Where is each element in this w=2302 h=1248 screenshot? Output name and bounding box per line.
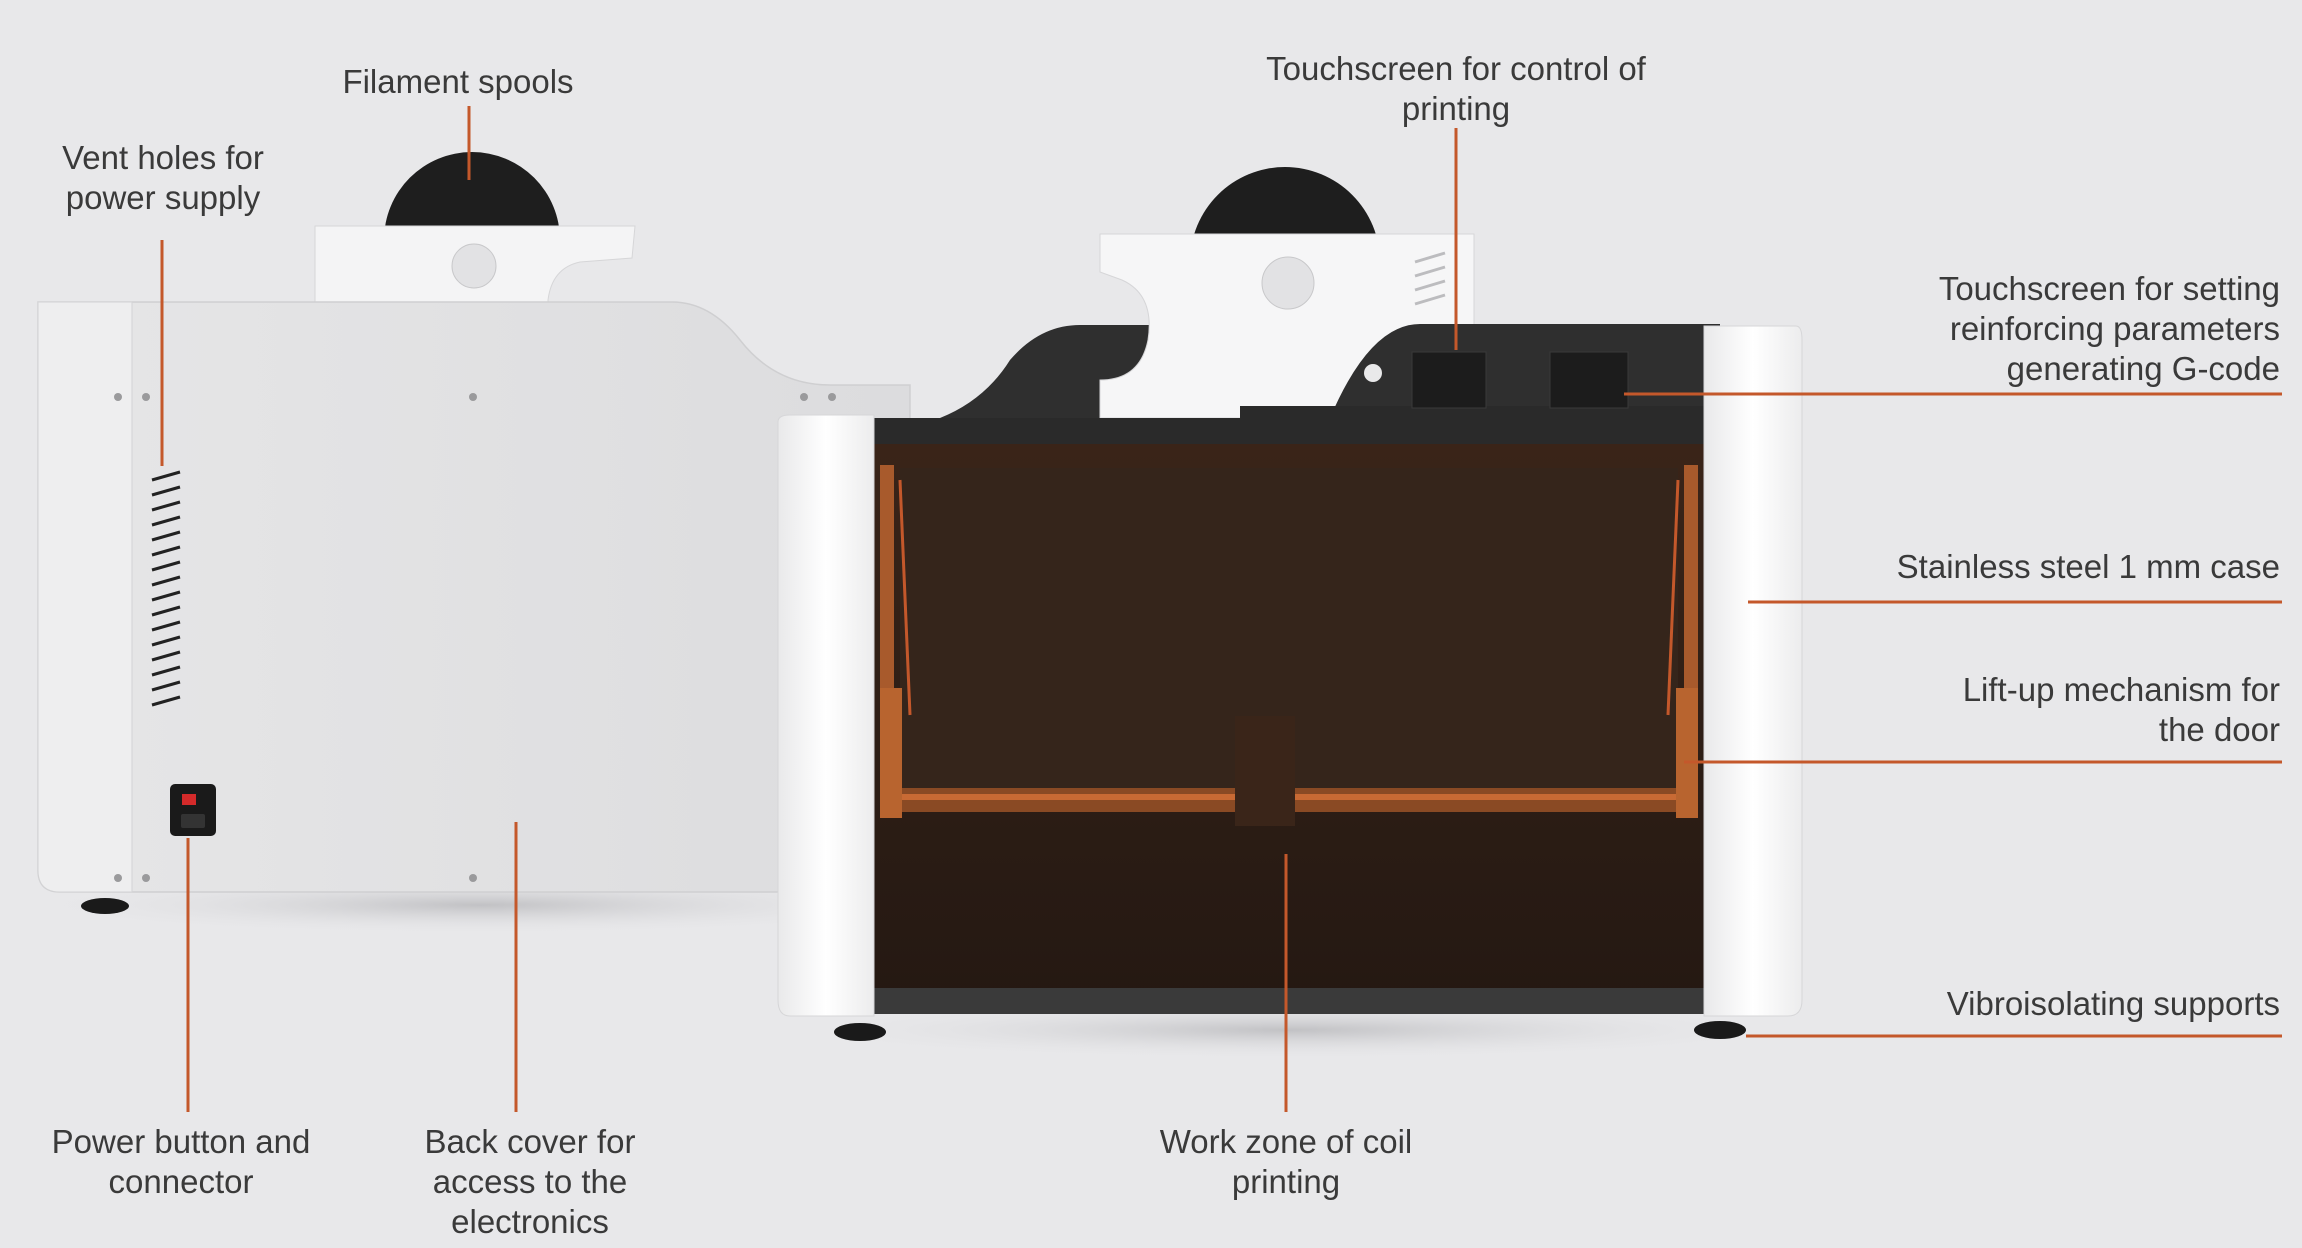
label-steel-case bbox=[1897, 547, 2280, 587]
front-view-machine bbox=[770, 167, 1810, 1060]
label-touchscreen-params bbox=[1939, 269, 2280, 389]
label-line: printing bbox=[1231, 1163, 1341, 1200]
label-line: Touchscreen for setting bbox=[1938, 270, 2280, 307]
power-connector bbox=[170, 784, 216, 836]
front-status-light bbox=[1364, 364, 1382, 382]
label-back-cover bbox=[425, 1122, 636, 1242]
label-line: reinforcing parameters bbox=[1949, 310, 2280, 347]
label-line: the door bbox=[2158, 711, 2280, 748]
label-line: power supply bbox=[65, 179, 261, 216]
label-power-button bbox=[52, 1122, 311, 1202]
back-side-panel bbox=[38, 302, 132, 892]
front-bottom-bar bbox=[872, 988, 1706, 1014]
front-top-bar-left bbox=[870, 418, 1240, 446]
label-line: electronics bbox=[451, 1203, 609, 1240]
label-line: connector bbox=[108, 1163, 254, 1200]
label-touchscreen-print bbox=[1266, 49, 1646, 129]
label-filament-spools bbox=[342, 62, 573, 102]
label-line: Vibroisolating supports bbox=[1946, 985, 2280, 1022]
label-line: Filament spools bbox=[342, 63, 574, 100]
label-vibro-supports bbox=[1947, 984, 2280, 1024]
front-foot-left bbox=[834, 1023, 886, 1041]
label-line: printing bbox=[1401, 90, 1511, 127]
steel-case-panel bbox=[1704, 326, 1802, 1016]
front-top-bar bbox=[1240, 406, 1720, 446]
front-spool-holder-hole bbox=[1262, 257, 1314, 309]
label-lift-mechanism bbox=[1963, 670, 2280, 750]
label-line: Power button and bbox=[51, 1123, 311, 1160]
label-vent-holes bbox=[62, 138, 264, 218]
label-line: Work zone of coil bbox=[1159, 1123, 1413, 1160]
front-left-panel bbox=[778, 415, 874, 1016]
back-spool-holder-hole bbox=[452, 244, 496, 288]
parameters-touchscreen bbox=[1550, 352, 1628, 408]
label-line: Vent holes for bbox=[62, 139, 264, 176]
label-line: Back cover for bbox=[424, 1123, 636, 1160]
vibroisolating-support bbox=[1694, 1021, 1746, 1039]
label-line: generating G-code bbox=[2006, 350, 2280, 387]
label-line: access to the bbox=[432, 1163, 628, 1200]
print-head bbox=[1235, 716, 1295, 826]
label-work-zone bbox=[1160, 1122, 1413, 1202]
label-line: Touchscreen for control of bbox=[1266, 50, 1646, 87]
back-foot-left bbox=[81, 898, 129, 914]
label-line: Lift-up mechanism for bbox=[1962, 671, 2280, 708]
printing-touchscreen bbox=[1412, 352, 1486, 408]
label-line: Stainless steel 1 mm case bbox=[1896, 548, 2280, 585]
